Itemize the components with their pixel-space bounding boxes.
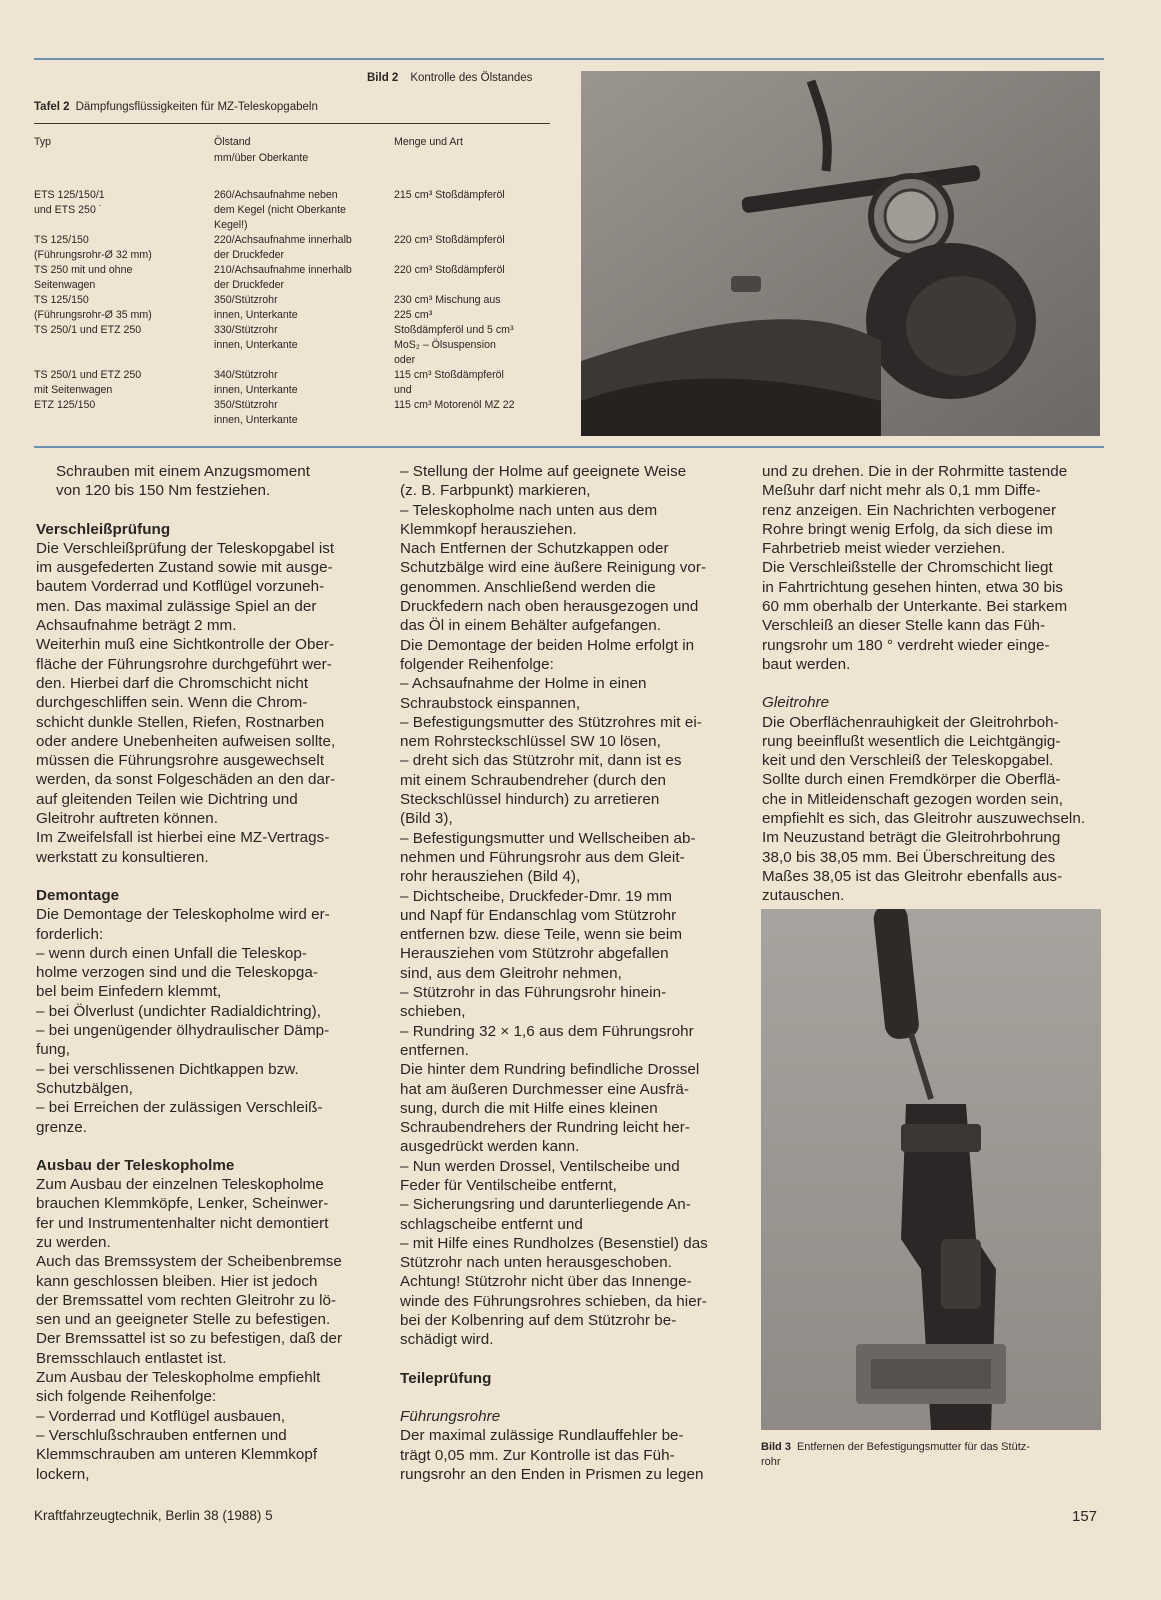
table-cell: TS 125/150 (Führungsrohr-Ø 35 mm) [34, 294, 152, 321]
table-row [34, 233, 554, 263]
table-title-text: Dämpfungsflüssigkeiten für MZ-Teleskopgabeln [75, 101, 318, 113]
figure2-caption-text: Kontrolle des Ölstandes [410, 72, 533, 84]
paragraph: Die Verschleißprüfung der Teleskopgabel ist im ausgefederten Zustand sowie mit ausge- bautem Vorderrad und Kotflügel vorzuneh- men. Das maximal zulässige Spiel an der Achsaufnahme beträgt 2 mm. Weiterhin muß eine Sichtkontrolle der Ober- fläche der Führungsrohre durchgeführt wer- den. Hierbei darf die Chromschicht nicht durchgeschliffen sein. Wenn die Chrom- schicht dunkle Stellen, Riefen, Rostnarben oder andere Unebenheiten aufweisen sollte, müssen die Führungsrohre ausgewechselt werden, da sonst Folgeschäden an den dar- auf gleitenden Teilen wie Dichtring und Gleitrohr auftreten können. Im Zweifelsfall ist hierbei eine MZ-Vertrags- werkstatt zu konsultieren. [36, 539, 336, 866]
paragraph: Die Demontage der Teleskopholme wird er- forderlich: – wenn durch einen Unfall die Teleskop- holme verzogen sind und die Teleskopga- bel beim Einfedern klemmt, – bei Ölverlust (undichter Radialdichtring), – bei ungenügender ölhydraulischer Dämp- fung, – bei verschlissenen Dichtkappen bzw. Schutzbälgen, – bei Erreichen der zulässigen Verschleiß- grenze. [36, 906, 330, 1136]
text-column-2 [400, 462, 736, 1484]
table-cell: TS 125/150 (Führungsrohr-Ø 32 mm) [34, 234, 152, 261]
figure2-label: Bild 2 [367, 72, 399, 84]
table-row [34, 398, 554, 428]
figure3-photo [761, 909, 1101, 1430]
table-cell: 115 cm³ Motorenöl MZ 22 [394, 399, 515, 411]
heading-ausbau: Ausbau der Teleskopholme [36, 1156, 235, 1174]
figure3-caption [761, 1440, 1106, 1470]
figure3-caption-text: Entfernen der Befestigungsmutter für das Stütz- rohr [761, 1441, 1030, 1468]
table-row [34, 188, 554, 233]
figure3-label: Bild 3 [761, 1441, 791, 1453]
table-cell: 220 cm³ Stoßdämpferöl [394, 264, 505, 276]
figure2-photo [581, 71, 1100, 436]
table-cell: TS 250 mit und ohne Seitenwagen [34, 264, 133, 291]
table-header-amount: Menge und Art [394, 136, 463, 148]
heading-verschleisspruefung: Verschleißprüfung [36, 520, 171, 538]
paragraph: und zu drehen. Die in der Rohrmitte tastende Meßuhr darf nicht mehr als 0,1 mm Diffe- renz anzeigen. Ein Nachrichten verbogener Rohre bringt wenig Erfolg, da sich diese im Fahrbetrieb meist wieder verziehen. Die Verschleißstelle der Chromschicht liegt in Fahrtrichtung gesehen hinten, etwa 30 bis 60 mm oberhalb der Unterkante. Bei starkem Verschleiß an dieser Stelle kann das Füh- rungsrohr um 180 ° verdreht wieder einge- baut werden. [762, 463, 1068, 673]
fluid-table [34, 134, 554, 428]
table-cell: 215 cm³ Stoßdämpferöl [394, 189, 505, 201]
table-cell: TS 250/1 und ETZ 250 [34, 324, 142, 336]
table-header-type: Typ [34, 136, 52, 148]
text-column-3 [762, 462, 1098, 906]
paragraph: Der maximal zulässige Rundlauffehler be- trägt 0,05 mm. Zur Kontrolle ist das Füh- rungsrohr an den Enden in Prismen zu legen [400, 1427, 704, 1483]
paragraph: – Stellung der Holme auf geeignete Weise (z. B. Farbpunkt) markieren, – Teleskopholme nach unten aus dem Klemmkopf herausziehen. Nach Entfernen der Schutzkappen oder Schutzbälge wird eine äußere Reinigung vor- genommen. Anschließend werden die Druckfedern nach oben herausgezogen und das Öl in einem Behälter aufgefangen. Die Demontage der beiden Holme erfolgt in folgender Reihenfolge: – Achsaufnahme der Holme in einen Schraubstock einspannen, – Befestigungsmutter des Stützrohres mit ei- nem Rohrsteckschlüssel SW 10 lösen, – dreht sich das Stützrohr mit, dann ist es mit einem Schraubendreher (durch den Steckschlüssel hindurch) zu arretieren (Bild 3), – Befestigungsmutter und Wellscheiben ab- nehmen und Führungsrohr aus dem Gleit- rohr herausziehen (Bild 4), – Dichtscheibe, Druckfeder-Dmr. 19 mm und Napf für Endanschlag vom Stützrohr entfernen bzw. diese Teile, wenn sie beim Herausziehen vom Stützrohr abgefallen sind, aus dem Gleitrohr nehmen, – Stützrohr in das Führungsrohr hinein- schieben, – Rundring 32 × 1,6 aus dem Führungsrohr entfernen. Die hinter dem Rundring befindliche Drossel hat am äußeren Durchmesser eine Ausfrä- sung, durch die mit Hilfe eines kleinen Schraubendrehers der Rundring leicht her- ausgedrückt werden kann. – Nun werden Drossel, Ventilscheibe und Feder für Ventilscheibe entfernt, – Sicherungsring und darunterliegende An- schlagscheibe entfernt und – mit Hilfe eines Rundholzes (Besenstiel) das Stützrohr nach unten herausgeschoben. Achtung! Stützrohr nicht über das Innenge- winde des Führungsrohres schieben, da hier- bei der Kolbenring auf dem Stützrohr be- schädigt wird. [400, 463, 708, 1349]
table-cell: 340/Stützrohr innen, Unterkante [214, 369, 298, 396]
motorcycle-illustration [581, 71, 1100, 436]
journal-footer: Kraftfahrzeugtechnik, Berlin 38 (1988) 5 [34, 1508, 273, 1523]
table-cell: ETS 125/150/1 und ETS 250 ˙ [34, 189, 105, 216]
table-cell: 210/Achsaufnahme innerhalb der Druckfeder [214, 264, 352, 291]
heading-demontage: Demontage [36, 886, 120, 904]
table-cell: 260/Achsaufnahme neben dem Kegel (nicht Oberkante Kegel!) [214, 189, 346, 231]
table-top-rule [34, 123, 550, 124]
table-cell: 220/Achsaufnahme innerhalb der Druckfeder [214, 234, 352, 261]
table-header-level: Ölstand mm/über Oberkante [214, 136, 309, 164]
table-cell: 350/Stützrohr innen, Unterkante [214, 399, 298, 426]
table-row [34, 293, 554, 323]
table-row [34, 323, 554, 368]
table-cell: 115 cm³ Stoßdämpferöl und [394, 369, 504, 396]
paragraph: Schrauben mit einem Anzugsmoment von 120 bis 150 Nm festziehen. [56, 463, 311, 500]
table-cell: 220 cm³ Stoßdämpferöl [394, 234, 505, 246]
text-column-1 [36, 462, 372, 1484]
top-rule [34, 58, 1104, 60]
section-rule [34, 446, 1104, 448]
table-row [34, 263, 554, 293]
figure2-caption [367, 72, 532, 84]
subheading-gleitrohre: Gleitrohre [762, 694, 830, 712]
table-label: Tafel 2 [34, 101, 70, 113]
table-cell: Stoßdämpferöl und 5 cm³ MoS₂ – Ölsuspension oder [394, 324, 514, 366]
paragraph: Die Oberflächenrauhigkeit der Gleitrohrboh- rung beeinflußt wesentlich die Leichtgängig- keit und den Verschleiß der Teleskopgabel. Sollte durch einen Fremdkörper die Oberflä- che in Mitleidenschaft gezogen worden sein, empfiehlt es sich, das Gleitrohr auszuwechseln. Im Neuzustand beträgt die Gleitrohrbohrung 38,0 bis 38,05 mm. Bei Überschreitung des Maßes 38,05 ist das Gleitrohr ebenfalls aus- zutauschen. [762, 713, 1086, 905]
table-cell: 330/Stützrohr innen, Unterkante [214, 324, 298, 351]
table-cell: 230 cm³ Mischung aus 225 cm³ [394, 294, 501, 321]
paragraph: Zum Ausbau der einzelnen Teleskopholme brauchen Klemmköpfe, Lenker, Scheinwer- fer und Instrumentenhalter nicht demontiert zu werden. Auch das Bremssystem der Scheibenbremse kann geschlossen bleiben. Hier ist jedoch der Bremssattel vom rechten Gleitrohr zu lö- sen und an geeigneter Stelle zu befestigen. Der Bremssattel ist so zu befestigen, daß der Bremsschlauch entlastet ist. Zum Ausbau der Teleskopholme empfiehlt sich folgende Reihenfolge: – Vorderrad und Kotflügel ausbauen, – Verschlußschrauben entfernen und Klemmschrauben am unteren Klemmkopf lockern, [36, 1176, 343, 1483]
table-cell: TS 250/1 und ETZ 250 mit Seitenwagen [34, 369, 142, 396]
fork-tube-illustration [761, 909, 1101, 1430]
page-number: 157 [1072, 1508, 1098, 1525]
table-cell: ETZ 125/150 [34, 399, 96, 411]
subheading-fuehrungsrohre: Führungsrohre [400, 1407, 501, 1425]
table-title [34, 101, 318, 113]
heading-teilepruefung: Teileprüfung [400, 1369, 492, 1387]
table-cell: 350/Stützrohr innen, Unterkante [214, 294, 298, 321]
table-row [34, 368, 554, 398]
